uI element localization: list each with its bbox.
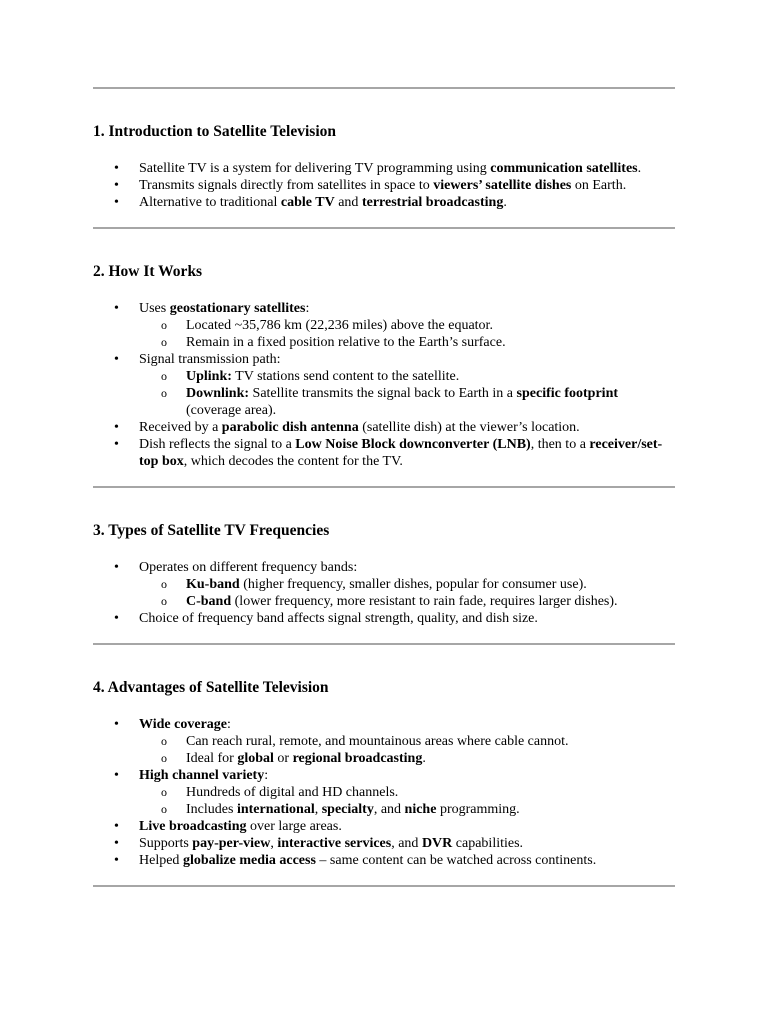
text-run: or: [273, 751, 293, 766]
bullet-item: [93, 419, 675, 436]
bold-text: terrestrial broadcasting: [361, 195, 504, 210]
bold-text: niche: [404, 802, 437, 817]
text-run: , and: [391, 836, 422, 851]
sub-bullet-list: [139, 576, 675, 610]
text-run: Hundreds of digital and HD channels.: [186, 785, 399, 800]
sub-bullet-item: [139, 317, 675, 334]
bullet-list: [93, 716, 675, 869]
section-heading: 1. Introduction to Satellite Television: [93, 123, 336, 140]
bold-text: specialty: [321, 802, 374, 817]
text-run: Supports: [139, 836, 193, 851]
bullet-item: [93, 716, 675, 767]
text-run: over large areas.: [246, 819, 342, 834]
sub-bullet-item: [139, 576, 675, 593]
text-run: Helped: [139, 853, 183, 868]
document-page: [93, 87, 675, 887]
horizontal-rule: [93, 885, 675, 887]
bold-text: C-band: [186, 594, 232, 609]
sub-bullet-item: [139, 784, 675, 801]
text-run: Operates on different frequency bands:: [139, 560, 358, 575]
document-content: [93, 89, 675, 887]
text-run: and: [334, 195, 362, 210]
text-run: :: [305, 301, 310, 316]
section-2: [93, 229, 675, 486]
text-run: Remain in a fixed position relative to the Earth’s surface.: [186, 335, 506, 350]
bullet-item: [93, 559, 675, 610]
text-run: on Earth.: [571, 178, 627, 193]
section-heading: 4. Advantages of Satellite Television: [93, 679, 329, 696]
text-run: Received by a: [139, 420, 222, 435]
text-run: ,: [314, 802, 322, 817]
bold-text: Low Noise Block downconverter (LNB): [295, 437, 531, 452]
text-run: Transmits signals directly from satellites in space to: [139, 178, 434, 193]
text-run: Can reach rural, remote, and mountainous areas where cable cannot.: [186, 734, 569, 749]
sub-bullet-item: [139, 733, 675, 750]
text-run: programming.: [436, 802, 520, 817]
text-run: Uses: [139, 301, 170, 316]
bullet-list: [93, 300, 675, 470]
sub-bullet-item: [139, 750, 675, 767]
bold-text: specific footprint: [516, 386, 619, 401]
bold-text: Uplink:: [186, 369, 232, 384]
bold-text: global: [237, 751, 274, 766]
bullet-item: [93, 194, 675, 211]
text-run: – same content can be watched across continents.: [315, 853, 597, 868]
sub-bullet-item: [139, 334, 675, 351]
bullet-item: [93, 610, 675, 627]
bold-text: globalize media access: [182, 853, 316, 868]
bold-text: pay-per-view: [192, 836, 271, 851]
section-heading: 3. Types of Satellite TV Frequencies: [93, 522, 330, 539]
text-run: , then to a: [530, 437, 590, 452]
sub-bullet-item: [139, 368, 675, 385]
sub-bullet-item: [139, 593, 675, 610]
sub-bullet-list: [139, 317, 675, 351]
bold-text: interactive services: [277, 836, 392, 851]
text-run: Located ~35,786 km (22,236 miles) above the equator.: [186, 318, 493, 333]
section-3: [93, 488, 675, 643]
section-4: [93, 645, 675, 885]
section-1: [93, 89, 675, 227]
bullet-item: [93, 160, 675, 177]
text-run: , and: [373, 802, 405, 817]
sub-bullet-list: [139, 368, 675, 419]
text-run: Satellite transmits the signal back to Earth in a: [249, 386, 517, 401]
bullet-item: [93, 767, 675, 818]
text-run: , which decodes the content for the TV.: [183, 454, 403, 469]
text-run: Alternative to traditional: [139, 195, 281, 210]
text-run: (lower frequency, more resistant to rain fade, requires larger dishes).: [231, 594, 618, 609]
bullet-list: [93, 160, 675, 211]
sub-bullet-item: [139, 801, 675, 818]
bullet-item: [93, 300, 675, 351]
bold-text: Ku-band: [186, 577, 240, 592]
section-heading: 2. How It Works: [93, 263, 203, 280]
text-run: .: [503, 195, 507, 210]
bold-text: Downlink:: [186, 386, 250, 401]
bullet-item: [93, 436, 675, 470]
sub-bullet-item: [139, 385, 675, 419]
bold-text: communication satellites: [490, 161, 638, 176]
bullet-item: [93, 835, 675, 852]
text-run: (coverage area).: [186, 403, 277, 418]
bold-text: viewers’ satellite dishes: [433, 178, 572, 193]
bold-text: Wide coverage: [139, 717, 227, 732]
bullet-item: [93, 852, 675, 869]
bold-text: DVR: [421, 836, 453, 851]
sub-bullet-list: [139, 784, 675, 818]
text-run: Dish reflects the signal to a: [139, 437, 296, 452]
text-run: :: [227, 717, 231, 732]
text-run: .: [637, 161, 642, 176]
text-run: Signal transmission path:: [139, 352, 281, 367]
text-run: :: [264, 768, 269, 783]
sub-bullet-list: [139, 733, 675, 767]
bold-text: cable TV: [280, 195, 335, 210]
text-run: Choice of frequency band affects signal strength, quality, and dish size.: [139, 611, 538, 626]
bold-text: receiver/set-top box: [139, 437, 663, 469]
bold-text: geostationary satellites: [169, 301, 306, 316]
bullet-list: [93, 559, 675, 627]
text-run: (satellite dish) at the viewer’s location.: [358, 420, 580, 435]
bullet-item: [93, 818, 675, 835]
text-run: (higher frequency, smaller dishes, popular for consumer use).: [239, 577, 587, 592]
bullet-item: [93, 351, 675, 419]
bold-text: international: [236, 802, 315, 817]
bold-text: parabolic dish antenna: [221, 420, 359, 435]
bold-text: High channel variety: [139, 768, 265, 783]
text-run: capabilities.: [452, 836, 524, 851]
text-run: TV stations send content to the satellite.: [231, 369, 460, 384]
bold-text: Live broadcasting: [139, 819, 247, 834]
text-run: Includes: [186, 802, 237, 817]
bold-text: regional broadcasting: [292, 751, 423, 766]
text-run: ,: [270, 836, 278, 851]
text-run: Satellite TV is a system for delivering TV programming using: [139, 161, 491, 176]
text-run: .: [422, 751, 426, 766]
text-run: Ideal for: [186, 751, 238, 766]
bullet-item: [93, 177, 675, 194]
